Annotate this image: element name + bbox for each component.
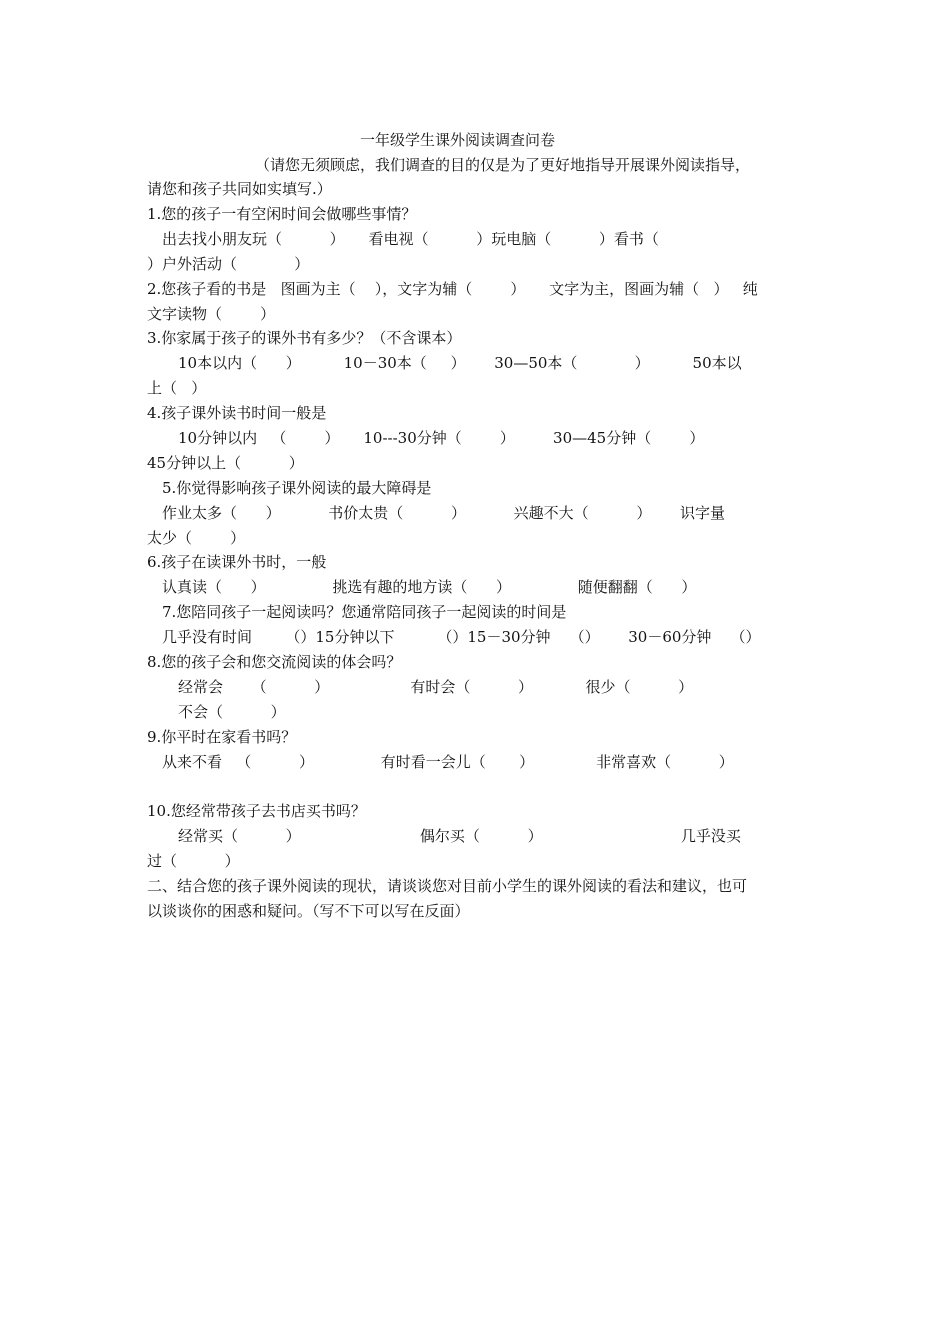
q7-question: 7.您陪同孩子一起阅读吗？您通常陪同孩子一起阅读的时间是	[162, 603, 567, 621]
q8-options-line-2: 不会（ ）	[178, 703, 286, 721]
q2-line-1: 2.您孩子看的书是 图画为主（ ），文字为辅（ ） 文字为主，图画为辅（ ） 纯	[147, 280, 758, 298]
q3-options-line-1: 10本以内（ ） 10－30本（ ） 30—50本（ ） 50本以	[178, 354, 742, 372]
page-title: 一年级学生课外阅读调查问卷	[360, 131, 556, 149]
q8-options-line-1: 经常会 （ ） 有时会（ ） 很少（ ）	[178, 678, 694, 696]
q10-question: 10.您经常带孩子去书店买书吗？	[147, 802, 366, 820]
q8-question: 8.您的孩子会和您交流阅读的体会吗？	[147, 653, 402, 671]
q1-options-line-1: 出去找小朋友玩（ ） 看电视（ ）玩电脑（ ）看书（	[162, 230, 659, 248]
q9-question: 9.你平时在家看书吗？	[147, 728, 297, 746]
part2-line-1: 二、结合您的孩子课外阅读的现状，请谈谈您对目前小学生的课外阅读的看法和建议，也可	[147, 877, 748, 895]
intro-line-2: 请您和孩子共同如实填写.）	[147, 180, 332, 198]
q3-question: 3.你家属于孩子的课外书有多少？（不含课本）	[147, 329, 462, 347]
intro-line-1: （请您无须顾虑，我们调查的目的仅是为了更好地指导开展课外阅读指导，	[255, 156, 751, 174]
q5-options-line-2: 太少（ ）	[147, 529, 246, 547]
q10-options-line-2: 过（ ）	[147, 852, 240, 870]
q4-options-line-2: 45分钟以上（ ）	[147, 454, 304, 472]
q5-options-line-1: 作业太多（ ） 书价太贵（ ） 兴趣不大（ ） 识字量	[162, 504, 725, 522]
q7-options: 几乎没有时间 （）15分钟以下 （）15－30分钟 （） 30－60分钟 （）	[162, 628, 761, 646]
q1-options-line-2: ）户外活动（ ）	[147, 255, 310, 273]
part2-line-2: 以谈谈你的困惑和疑问。（写不下可以写在反面）	[147, 902, 470, 920]
q10-options-line-1: 经常买（ ） 偶尔买（ ） 几乎没买	[178, 827, 741, 845]
q3-options-line-2: 上（ ）	[147, 379, 207, 397]
q4-options-line-1: 10分钟以内 （ ） 10---30分钟（ ） 30—45分钟（ ）	[178, 429, 705, 447]
q5-question: 5.你觉得影响孩子课外阅读的最大障碍是	[162, 479, 432, 497]
q2-line-2: 文字读物（ ）	[147, 305, 276, 323]
q6-question: 6.孩子在读课外书时，一般	[147, 553, 327, 571]
q6-options: 认真读（ ） 挑选有趣的地方读（ ） 随便翻翻（ ）	[162, 578, 697, 596]
q4-question: 4.孩子课外读书时间一般是	[147, 404, 327, 422]
q1-question: 1.您的孩子一有空闲时间会做哪些事情？	[147, 205, 417, 223]
q9-options: 从来不看 （ ） 有时看一会儿（ ） 非常喜欢（ ）	[162, 753, 734, 771]
